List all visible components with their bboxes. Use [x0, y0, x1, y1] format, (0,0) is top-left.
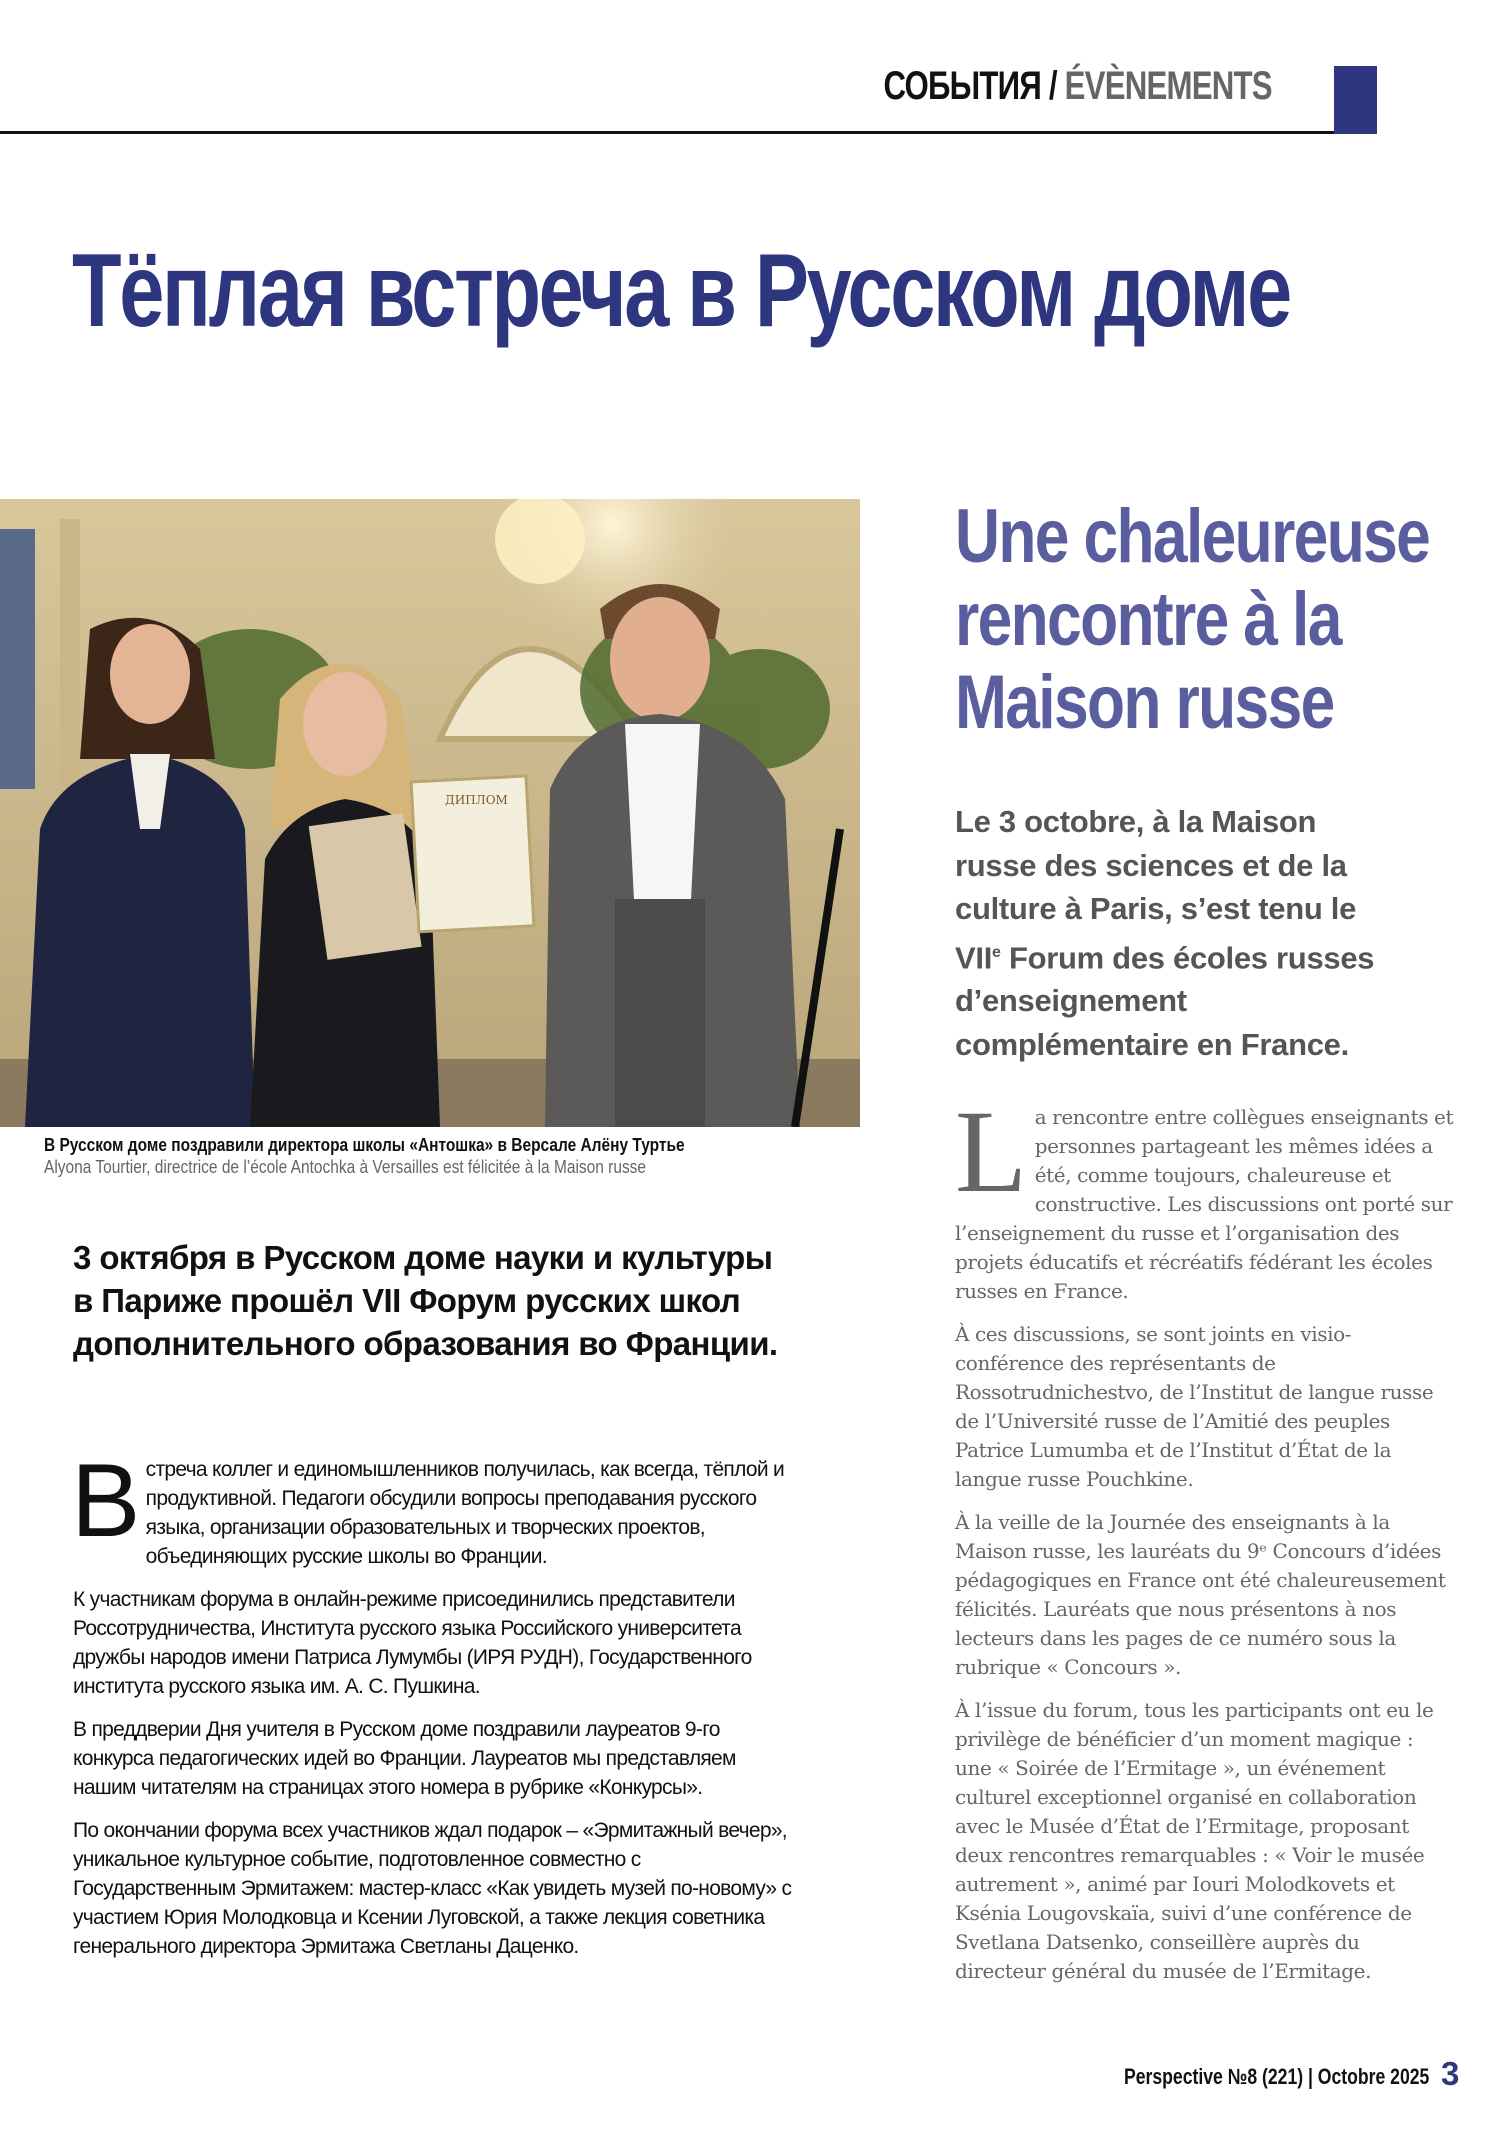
header-rule [0, 131, 1336, 134]
dropcap: В [71, 1443, 140, 1559]
page-title: Тёплая встреча в Русском доме [72, 233, 1290, 349]
russian-paragraph: К участникам форума в онлайн-режиме присоединились представители Россотрудничества, Института русского языка Российского университета дружбы народов имени Патриса Лумумбы (ИРЯ РУДН), Государственного института русского языка им. А. С. Пушкина. [73, 1588, 752, 1698]
rubric-ru: СОБЫТИЯ [883, 64, 1042, 108]
russian-body [71, 1443, 803, 1975]
french-paragraph: À la veille de la Journée des enseignants à la Maison russe, les lauréats du 9ᵉ Concours d’idées pédagogiques en France ont été chaleureusement félicités. Lauréats que nous présentons à nos lecteurs dans les pages de ce numéro sous la rubrique « Concours ». [955, 1510, 1446, 1679]
accent-square [1334, 66, 1377, 134]
russian-paragraph: По окончании форума всех участников ждал подарок – «Эрмитажный вечер», уникальное культурное событие, подготовленное совместно с Государственным Эрмитажем: мастер-класс «Как увидеть музей по-новому» с участием Юрия Молодковца и Ксении Луговской, а также лекция советника генерального директора Эрмитажа Светланы Даценко. [73, 1819, 792, 1958]
section-rubric [884, 64, 1272, 109]
paragraph-text: a rencontre entre collègues enseignants et personnes partageant les mêmes idées a été, comme toujours, chaleureuse et constructive. Les discussions ont porté sur l’enseignement du russe et l’organisation des projets éducatifs et récréatifs fédérant les écoles russes en France. [955, 1105, 1454, 1303]
french-headline [955, 494, 1430, 745]
russian-paragraph [71, 1443, 803, 1571]
french-headline-line: rencontre à la [955, 577, 1341, 662]
book [309, 813, 422, 960]
lead-sup: e [992, 943, 1001, 961]
dropcap: L [955, 1086, 1027, 1217]
french-paragraph: À l’issue du forum, tous les participants ont eu le privilège de bénéficier d’un moment magique : une « Soirée de l’Ermitage », un événement culturel exceptionnel organisé en collaboration avec le Musée d’État de l’Ermitage, proposant deux rencontres remarquables : « Voir le musée autrement », animé par Iouri Molodkovets et Ksénia Lougovskaïa, suivi d’une conférence de Svetlana Datsenko, conseillère auprès du directeur général du musée de l’Ermitage. [955, 1698, 1434, 1983]
russian-paragraph: В преддверии Дня учителя в Русском доме поздравили лауреатов 9-го конкурса педагогических идей во Франции. Лауреатов мы представляем нашим читателям на страницах этого номера в рубрике «Конкурсы». [73, 1718, 736, 1799]
rubric-fr: ÉVÈNEMENTS [1064, 64, 1272, 108]
french-headline-line: Maison russe [955, 660, 1334, 745]
paragraph-text: стреча коллег и единомышленников получилась, как всегда, тёплой и продуктивной. Педагоги обсудили вопросы преподавания русского языка, организации образовательных и творческих проектов, объединяющих русские школы во Франции. [145, 1458, 785, 1568]
photo-caption-ru: В Русском доме поздравили директора школы «Антошка» в Версале Алёну Туртье [44, 1135, 685, 1155]
french-body [955, 1086, 1455, 2000]
rubric-separator: / [1041, 64, 1065, 108]
french-headline-line: Une chaleureuse [955, 494, 1430, 579]
french-paragraph: À ces discussions, se sont joints en visio-conférence des représentants de Rossotrudnichestvo, de l’Institut de langue russe de l’Université russe de l’Amitié des peuples Patrice Lumumba et de l’Institut d’État de la langue russe Pouchkine. [955, 1322, 1434, 1491]
article-photo [0, 499, 860, 1127]
russian-lead: 3 октября в Русском доме науки и культуры в Париже прошёл VII Форум русских школ дополнительного образования во Франции. [73, 1239, 778, 1362]
french-lead [955, 800, 1385, 1066]
lead-text: Forum des écoles russes d’enseignement complémentaire en France. [955, 939, 1375, 1062]
diploma-text: ДИПЛОМ [445, 793, 508, 807]
photo-scene [0, 499, 860, 1127]
photo-caption-fr: Alyona Tourtier, directrice de l’école Antochka à Versailles est félicitée à la Maison russe [44, 1157, 647, 1177]
lead-text: Le 3 octobre, à la Maison russe des sciences et de la culture à Paris, s’est tenu le VII [955, 804, 1357, 975]
french-paragraph [955, 1086, 1455, 1306]
page-number: 3 [1441, 2055, 1460, 2092]
footer-issue: Perspective №8 (221) | Octobre 2025 [1124, 2064, 1430, 2089]
